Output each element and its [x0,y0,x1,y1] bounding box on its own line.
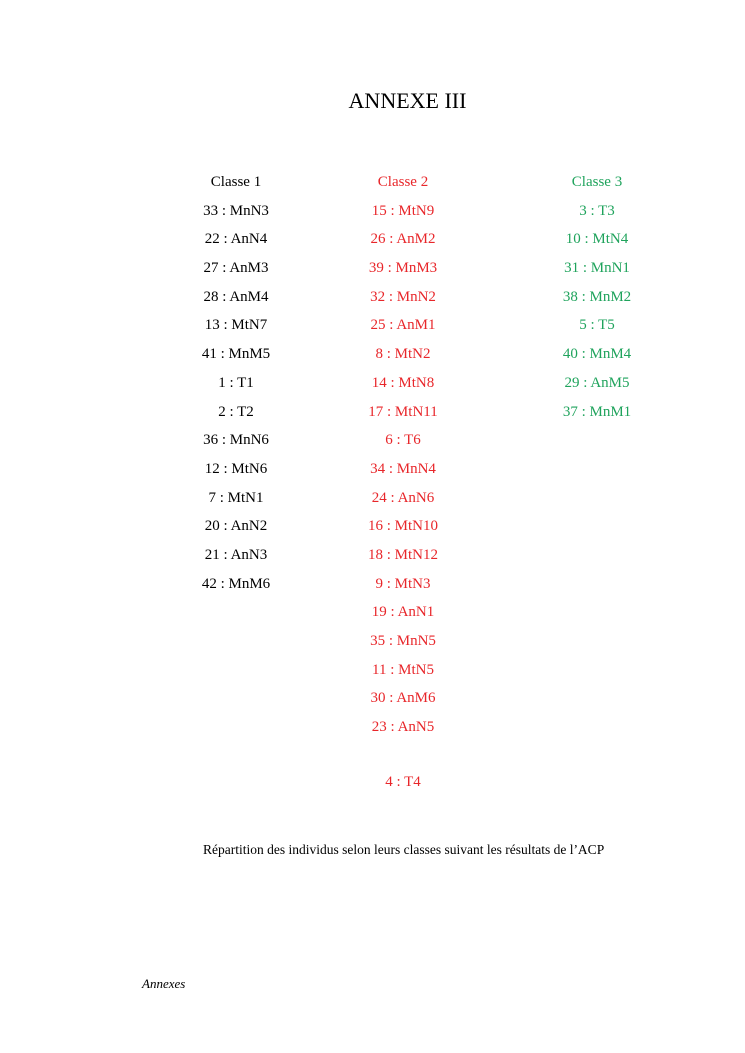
class-item: 25 : AnM1 [370,317,436,334]
class-item: 8 : MtN2 [375,346,431,363]
class-item: 13 : MtN7 [204,317,268,334]
class-item: 5 : T5 [579,317,615,334]
classe-3-column [537,172,657,430]
class-item: 40 : MnM4 [562,346,632,363]
class-item: 18 : MtN12 [367,546,438,563]
class-item: 11 : MtN5 [372,661,434,678]
page-title: ANNEXE III [348,88,467,113]
class-item: 10 : MtN4 [565,231,629,248]
class-item: 6 : T6 [385,432,421,449]
class-header: Classe 3 [571,174,623,190]
class-item: 9 : MtN3 [375,575,431,592]
class-header: Classe 1 [210,174,262,190]
class-item: 24 : AnN6 [371,489,435,506]
class-item: 16 : MtN10 [367,518,438,535]
class-item: 15 : MtN9 [371,202,435,219]
class-item: 36 : MnN6 [203,432,269,449]
class-item: 41 : MnM5 [201,346,271,363]
class-item: 34 : MnN4 [370,460,436,477]
class-item: 17 : MtN11 [368,403,438,420]
class-item: 33 : MnN3 [203,202,269,219]
class-item: 19 : AnN1 [371,604,435,621]
class-item: 42 : MnM6 [201,575,271,592]
classe-2-column [343,172,463,746]
class-item: 37 : MnM1 [562,403,632,420]
class-item: 20 : AnN2 [204,518,268,535]
class-item: 29 : AnM5 [564,374,630,391]
class-item: 27 : AnM3 [203,260,269,277]
class-item: 3 : T3 [579,202,615,219]
class-item: 21 : AnN3 [204,546,268,563]
class-item: 39 : MnM3 [368,260,438,277]
classe-1-column [176,172,296,602]
class-item: 28 : AnM4 [203,288,269,305]
class-item: 31 : MnN1 [564,260,630,277]
classe-2-extra-item: 4 : T4 [385,774,421,790]
class-item: 12 : MtN6 [204,460,268,477]
class-item: 2 : T2 [218,403,254,420]
class-item: 1 : T1 [218,374,254,391]
class-item: 35 : MnN5 [370,633,436,649]
class-item: 30 : AnM6 [370,690,436,707]
class-header: Classe 2 [377,174,429,190]
class-item: 38 : MnM2 [562,288,632,305]
class-item: 32 : MnN2 [370,288,436,305]
class-item: 14 : MtN8 [371,374,435,391]
figure-caption: Répartition des individus selon leurs classes suivant les résultats de l’ACP [203,842,605,857]
class-item: 23 : AnN5 [371,719,435,736]
class-item: 26 : AnM2 [370,231,436,248]
class-item: 22 : AnN4 [204,231,268,248]
page-footer: Annexes [142,976,186,991]
class-item: 7 : MtN1 [208,489,264,506]
